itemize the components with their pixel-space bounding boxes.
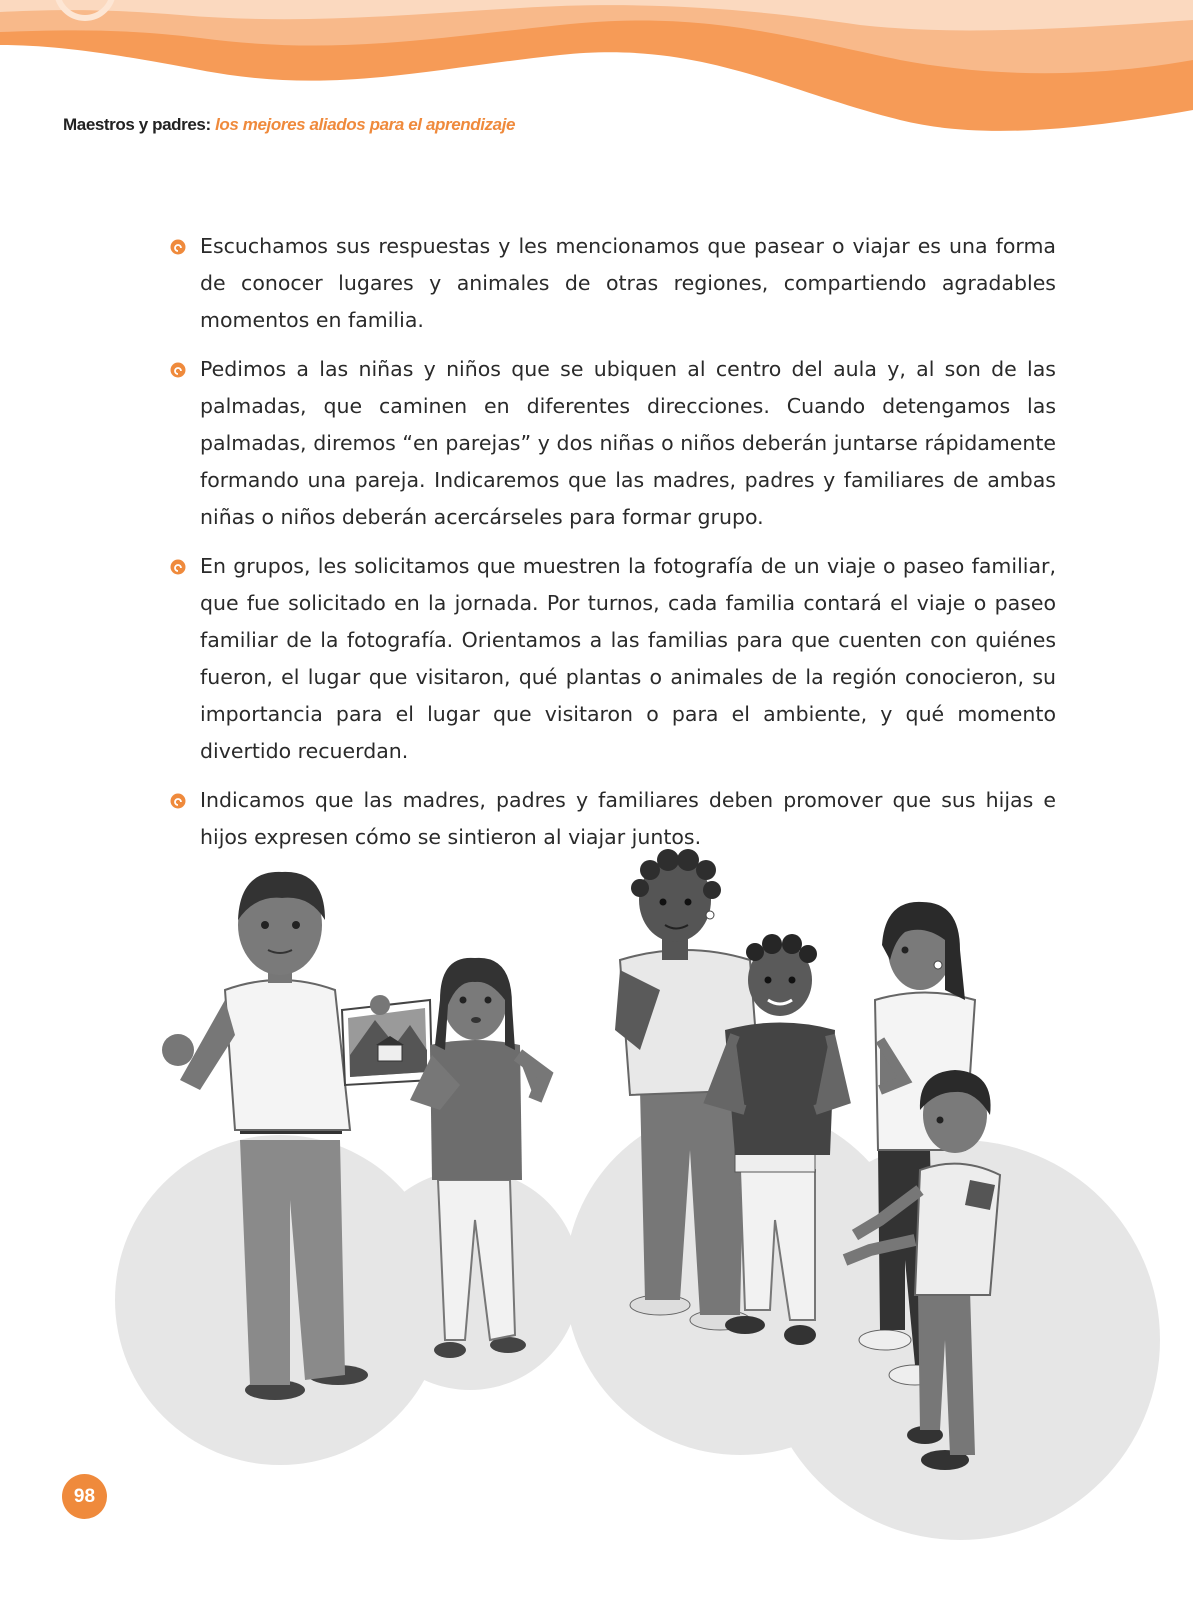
paragraph-text: Indicamos que las madres, padres y familiares deben promover que sus hijas e hijos expresen cómo se sintieron al viajar juntos. bbox=[200, 788, 1056, 849]
list-item bbox=[170, 351, 1056, 536]
orange-swirl-bullet-icon bbox=[170, 793, 186, 809]
header-title: Maestros y padres: bbox=[63, 115, 211, 134]
orange-swirl-bullet-icon bbox=[170, 362, 186, 378]
running-header bbox=[63, 115, 515, 135]
paragraph-text: En grupos, les solicitamos que muestren la fotografía de un viaje o paseo familiar, que fue solicitado en la jornada. Por turnos, cada familia contará el viaje o paseo familiar de la fotografía. Orientamos a las familias para que cuenten con quiénes fueron, el lugar que visitaron, qué plantas o animales de la región conocieron, su importancia para el lugar que visitaron o para el ambiente, y qué momento divertido recuerdan. bbox=[200, 554, 1056, 763]
page-number: 98 bbox=[73, 1485, 96, 1507]
travel-photo bbox=[342, 995, 432, 1085]
header-wave bbox=[0, 0, 1193, 160]
orange-swirl-bullet-icon bbox=[170, 559, 186, 575]
families-sharing-photo-illustration bbox=[0, 840, 1193, 1600]
list-item bbox=[170, 548, 1056, 770]
page-number-badge bbox=[62, 1474, 107, 1519]
header-subtitle: los mejores aliados para el aprendizaje bbox=[215, 115, 516, 134]
paragraph-text: Escuchamos sus respuestas y les mencionamos que pasear o viajar es una forma de conocer lugares y animales de otras regiones, compartiendo agradables momentos en familia. bbox=[200, 234, 1056, 332]
orange-swirl-bullet-icon bbox=[170, 239, 186, 255]
instruction-list bbox=[170, 228, 1056, 868]
list-item bbox=[170, 228, 1056, 339]
paragraph-text: Pedimos a las niñas y niños que se ubiquen al centro del aula y, al son de las palmadas, que caminen en diferentes direcciones. Cuando detengamos las palmadas, diremos “en parejas” y dos niñas o niños deberán juntarse rápidamente formando una pareja. Indicaremos que las madres, padres y familiares de ambas niñas o niños deberán acercárseles para formar grupo. bbox=[200, 357, 1056, 529]
